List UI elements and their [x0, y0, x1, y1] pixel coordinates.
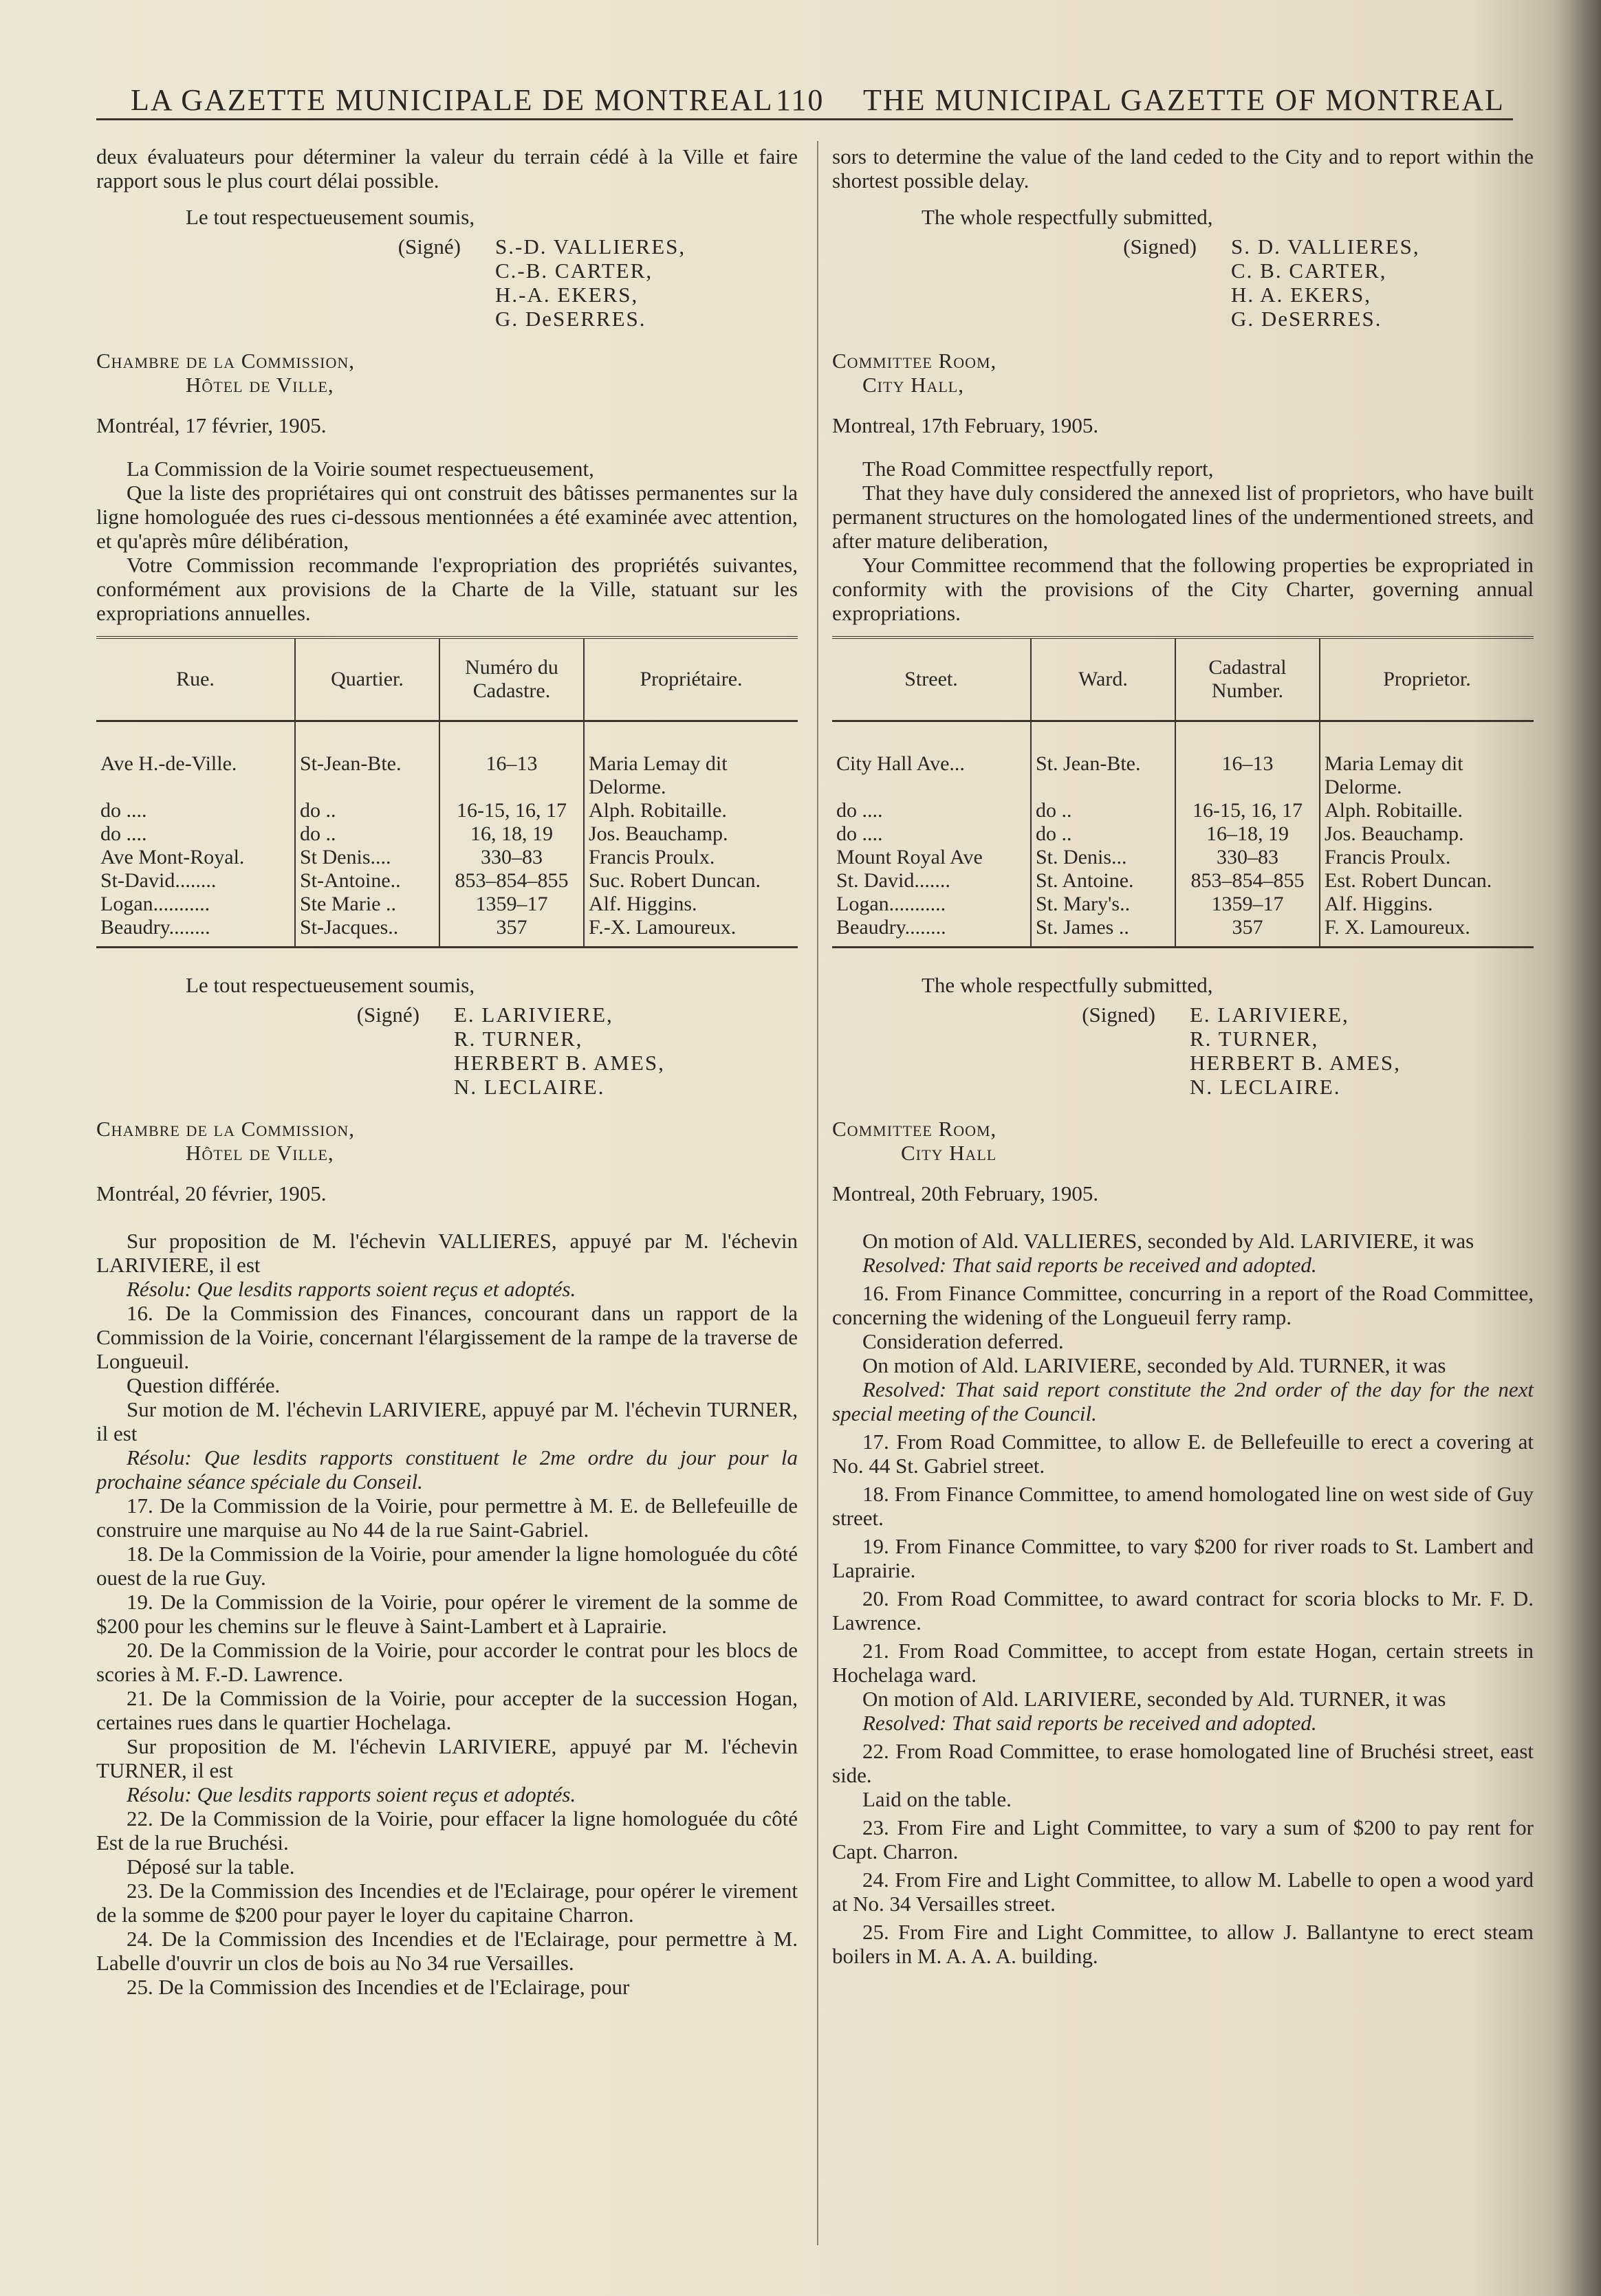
table-row — [96, 893, 798, 916]
table-row — [832, 893, 1534, 916]
signed-label: (Signé) — [356, 1003, 420, 1027]
report-paragraph: That they have duly considered the annexed list of proprietors, who have built permanent structures on the homologated lines of the undermentioned streets, and after mature deliberation, — [832, 481, 1534, 553]
expropriation-table — [96, 636, 798, 948]
table-cell: Francis Proulx. — [589, 846, 715, 868]
table-row — [96, 846, 798, 869]
table-row — [96, 869, 798, 893]
minutes-item: 23. De la Commission des Incendies et de l'Eclairage, pour opérer le virement de la somme de $200 pour payer le loyer du capitaine Charron. — [96, 1879, 798, 1927]
minutes-item: 22. De la Commission de la Voirie, pour effacer la ligne homologuée du côté Est de la rue Bruchési. — [96, 1806, 798, 1855]
dateline: Montréal, 17 février, 1905. — [96, 413, 327, 437]
table-cell: 853–854–855 — [439, 869, 584, 893]
closing-line: The whole respectfully submitted, — [922, 205, 1213, 229]
signer-list — [1190, 1003, 1401, 1099]
table-row — [832, 799, 1534, 822]
table-cell: do .. — [295, 822, 439, 846]
table-cell: 16, 18, 19 — [439, 822, 584, 846]
table-cell: Ave H.-de-Ville. — [96, 721, 295, 800]
page-number: 110 — [776, 83, 825, 117]
minutes-item: 18. From Finance Committee, to amend homologated line on west side of Guy street. — [832, 1482, 1534, 1530]
closing-line: Le tout respectueusement soumis, — [186, 973, 475, 997]
table-cell: Alph. Robitaille. — [1325, 799, 1463, 822]
signer-name: E. LARIVIERE, — [1190, 1003, 1349, 1027]
french-column — [96, 144, 798, 1999]
table-cell: do .. — [1031, 799, 1175, 822]
signature-block — [832, 234, 1534, 331]
table-row — [832, 721, 1534, 800]
signer-name: N. LECLAIRE. — [1190, 1075, 1341, 1099]
minutes-item: Sur proposition de M. l'échevin VALLIERES, appuyé par M. l'échevin LARIVIERE, il est — [96, 1229, 798, 1277]
signer-name: S.-D. VALLIERES, — [495, 234, 686, 259]
expropriation-table — [832, 636, 1534, 948]
table-cell: 16–13 — [1175, 721, 1320, 800]
resolution: Resolved: That said report constitute the 2nd order of the day for the next special meeting of the Council. — [832, 1377, 1534, 1425]
column-header: Rue. — [96, 637, 295, 721]
resolution: Résolu: Que lesdits rapports constituent le 2me ordre du jour pour la prochaine séance spéciale du Conseil. — [96, 1445, 798, 1494]
table-cell: Maria Lemay dit Delorme. — [589, 752, 728, 798]
resolution: Résolu: Que lesdits rapports soient reçus et adoptés. — [127, 1782, 576, 1806]
place-line: Committee Room, — [832, 1117, 997, 1141]
minutes-item: 17. From Road Committee, to allow E. de Bellefeuille to erect a covering at No. 44 St. Gabriel street. — [832, 1430, 1534, 1478]
signer-name: R. TURNER, — [454, 1027, 583, 1051]
table-cell: Maria Lemay dit Delorme. — [1325, 752, 1463, 798]
report-paragraph: Your Committee recommend that the following properties be expropriated in conformity with the provisions of the City Charter, governing annual expropriations. — [832, 553, 1534, 625]
table-cell: St. Denis... — [1031, 846, 1175, 869]
table-row — [96, 916, 798, 948]
resolution: Résolu: Que lesdits rapports soient reçus et adoptés. — [127, 1277, 576, 1301]
signed-label: (Signed) — [1123, 234, 1197, 259]
place-line: City Hall, — [862, 373, 964, 397]
column-header: Cadastral Number. — [1175, 637, 1320, 721]
table-cell: St-Jean-Bte. — [295, 721, 439, 800]
table-cell: 357 — [1175, 916, 1320, 948]
minutes-item: Sur proposition de M. l'échevin LARIVIERE, appuyé par M. l'échevin TURNER, il est — [96, 1734, 798, 1782]
table-cell: do .. — [295, 799, 439, 822]
table-cell: do .... — [832, 822, 1031, 846]
column-header: Propriétaire. — [584, 637, 798, 721]
report-paragraph: Votre Commission recommande l'expropriation des propriétés suivantes, conformément aux provisions de la Charte de la Ville, statuant sur les expropriations annuelles. — [96, 553, 798, 625]
table-cell: Beaudry........ — [832, 916, 1031, 948]
column-header: Quartier. — [295, 637, 439, 721]
minutes-item: 24. De la Commission des Incendies et de l'Eclairage, pour permettre à M. Labelle d'ouvrir un clos de bois au No 34 rue Versailles. — [96, 1927, 798, 1975]
signer-name: H.-A. EKERS, — [495, 283, 639, 307]
table-cell: 16-15, 16, 17 — [439, 799, 584, 822]
signer-name: H. A. EKERS, — [1231, 283, 1371, 307]
table-row — [832, 822, 1534, 846]
signer-list — [495, 234, 686, 331]
signer-name: C. B. CARTER, — [1231, 259, 1387, 283]
report-opening: La Commission de la Voirie soumet respectueusement, — [127, 457, 594, 481]
minutes-item: 23. From Fire and Light Committee, to vary a sum of $200 to pay rent for Capt. Charron. — [832, 1815, 1534, 1863]
table-cell: Logan........... — [96, 893, 295, 916]
column-header: Ward. — [1031, 637, 1175, 721]
table-cell: Suc. Robert Duncan. — [589, 869, 761, 892]
table-header-row — [96, 637, 798, 721]
table-cell: Jos. Beauchamp. — [1325, 822, 1464, 845]
table-cell: do .... — [832, 799, 1031, 822]
table-cell: Francis Proulx. — [1325, 846, 1451, 868]
table-row — [832, 846, 1534, 869]
table-row — [96, 799, 798, 822]
dateline: Montreal, 17th February, 1905. — [832, 413, 1099, 437]
table-cell: Alf. Higgins. — [1325, 893, 1433, 915]
closing-line: Le tout respectueusement soumis, — [186, 205, 475, 229]
signature-block — [832, 1003, 1534, 1099]
table-cell: Alf. Higgins. — [589, 893, 697, 915]
signer-list — [1231, 234, 1420, 331]
place-line: Chambre de la Commission, — [96, 1117, 356, 1141]
table-cell: St. David....... — [832, 869, 1031, 893]
table-cell: St. James .. — [1031, 916, 1175, 948]
table-cell: 853–854–855 — [1175, 869, 1320, 893]
signer-name: HERBERT B. AMES, — [454, 1051, 665, 1075]
signer-name: HERBERT B. AMES, — [1190, 1051, 1401, 1075]
english-column — [832, 144, 1534, 1968]
place-line: Committee Room, — [832, 349, 997, 373]
place-block — [832, 1117, 1534, 1165]
minutes-item: Laid on the table. — [862, 1787, 1012, 1811]
column-header: Numéro du Cadastre. — [439, 637, 584, 721]
minutes-item: On motion of Ald. LARIVIERE, seconded by Ald. TURNER, it was — [862, 1353, 1446, 1377]
minutes-item: 18. De la Commission de la Voirie, pour amender la ligne homologuée du côté ouest de la rue Guy. — [96, 1542, 798, 1590]
table-cell: Jos. Beauchamp. — [589, 822, 728, 845]
column-header: Proprietor. — [1320, 637, 1534, 721]
minutes-item: 16. From Finance Committee, concurring in a report of the Road Committee, concerning the widening of the Longueuil ferry ramp. — [832, 1281, 1534, 1329]
header-title-french: LA GAZETTE MUNICIPALE DE MONTREAL — [131, 83, 774, 117]
table-row — [832, 916, 1534, 948]
place-line: City Hall — [901, 1141, 997, 1165]
minutes-item: 20. From Road Committee, to award contract for scoria blocks to Mr. F. D. Lawrence. — [832, 1586, 1534, 1634]
signer-name: G. DeSERRES. — [495, 307, 646, 331]
minutes-item: Sur motion de M. l'échevin LARIVIERE, appuyé par M. l'échevin TURNER, il est — [96, 1397, 798, 1445]
table-cell: St-Antoine.. — [295, 869, 439, 893]
report-paragraph: Que la liste des propriétaires qui ont construit des bâtisses permanentes sur la ligne homologuée des rues ci-dessous mentionnées a été examinée avec attention, et qu'après mûre délibération, — [96, 481, 798, 553]
table-cell: 357 — [439, 916, 584, 948]
table-row — [832, 869, 1534, 893]
table-header-row — [832, 637, 1534, 721]
table-cell: St-Jacques.. — [295, 916, 439, 948]
dateline: Montréal, 20 février, 1905. — [96, 1181, 327, 1205]
minutes-item: 17. De la Commission de la Voirie, pour permettre à M. E. de Bellefeuille de construire une marquise au No 44 de la rue Saint-Gabriel. — [96, 1494, 798, 1542]
table-cell: Ste Marie .. — [295, 893, 439, 916]
table-cell: Mount Royal Ave — [832, 846, 1031, 869]
table-cell: Beaudry........ — [96, 916, 295, 948]
table-cell: Ave Mont-Royal. — [96, 846, 295, 869]
signer-name: E. LARIVIERE, — [454, 1003, 613, 1027]
table-cell: St. Antoine. — [1031, 869, 1175, 893]
table-cell: St. Mary's.. — [1031, 893, 1175, 916]
resolution: Resolved: That said reports be received and adopted. — [862, 1253, 1317, 1277]
minutes-item: 19. De la Commission de la Voirie, pour opérer le virement de la somme de $200 pour les chemins sur le fleuve à Saint-Lambert et à Laprairie. — [96, 1590, 798, 1638]
intro-paragraph: sors to determine the value of the land ceded to the City and to report within the shortest possible delay. — [832, 144, 1534, 193]
table-cell: Logan........... — [832, 893, 1031, 916]
table-cell: 1359–17 — [1175, 893, 1320, 916]
table-cell: Alph. Robitaille. — [589, 799, 727, 822]
minutes-item: Déposé sur la table. — [127, 1855, 295, 1879]
place-line: Chambre de la Commission, — [96, 349, 356, 373]
minutes-item: 19. From Finance Committee, to vary $200 for river roads to St. Lambert and Laprairie. — [832, 1534, 1534, 1582]
place-block — [832, 349, 1534, 397]
table-cell: 16–13 — [439, 721, 584, 800]
minutes-item: On motion of Ald. LARIVIERE, seconded by Ald. TURNER, it was — [862, 1687, 1446, 1711]
table-cell: F. X. Lamoureux. — [1320, 916, 1534, 948]
table-cell: do .... — [96, 799, 295, 822]
minutes-item: 25. De la Commission des Incendies et de l'Eclairage, pour — [127, 1975, 630, 1999]
table-cell: 16-15, 16, 17 — [1175, 799, 1320, 822]
signer-list — [454, 1003, 665, 1099]
signed-label: (Signed) — [1082, 1003, 1155, 1027]
table-cell: St. Jean-Bte. — [1031, 721, 1175, 800]
column-divider — [817, 141, 818, 2245]
minutes-item: 25. From Fire and Light Committee, to allow J. Ballantyne to erect steam boilers in M. A. A. A. building. — [832, 1920, 1534, 1968]
table-cell: 330–83 — [1175, 846, 1320, 869]
table-cell: City Hall Ave... — [832, 721, 1031, 800]
header-rule — [96, 118, 1513, 120]
signer-name: R. TURNER, — [1190, 1027, 1319, 1051]
place-block — [96, 1117, 798, 1165]
minutes-item: Consideration deferred. — [862, 1329, 1064, 1353]
table-cell: 1359–17 — [439, 893, 584, 916]
place-line: Hôtel de Ville, — [186, 373, 334, 397]
table-cell: do .. — [1031, 822, 1175, 846]
minutes-item: 16. De la Commission des Finances, concourant dans un rapport de la Commission de la Voirie, concernant l'élargissement de la rampe de la traverse de Longueuil. — [96, 1301, 798, 1373]
minutes-item: 22. From Road Committee, to erase homologated line of Bruchési street, east side. — [832, 1739, 1534, 1787]
table-row — [96, 721, 798, 800]
signer-name: C.-B. CARTER, — [495, 259, 653, 283]
table-row — [96, 822, 798, 846]
table-cell: do .... — [96, 822, 295, 846]
minutes-item: 21. From Road Committee, to accept from estate Hogan, certain streets in Hochelaga ward. — [832, 1639, 1534, 1687]
place-line: Hôtel de Ville, — [186, 1141, 334, 1165]
place-block — [96, 349, 798, 397]
intro-paragraph: deux évaluateurs pour déterminer la valeur du terrain cédé à la Ville et faire rapport sous le plus court délai possible. — [96, 144, 798, 193]
signature-block — [96, 1003, 798, 1099]
closing-line: The whole respectfully submitted, — [922, 973, 1213, 997]
signed-label: (Signé) — [397, 234, 461, 259]
dateline: Montreal, 20th February, 1905. — [832, 1181, 1099, 1205]
table-cell: 330–83 — [439, 846, 584, 869]
minutes-item: 21. De la Commission de la Voirie, pour accepter de la succession Hogan, certaines rues dans le quartier Hochelaga. — [96, 1686, 798, 1734]
minutes-item: 20. De la Commission de la Voirie, pour accorder le contrat pour les blocs de scories à M. F.-D. Lawrence. — [96, 1638, 798, 1686]
table-cell: Est. Robert Duncan. — [1325, 869, 1492, 892]
page-header — [96, 76, 1513, 124]
column-header: Street. — [832, 637, 1031, 721]
table-cell: St Denis.... — [295, 846, 439, 869]
table-cell: St-David........ — [96, 869, 295, 893]
table-cell: F.-X. Lamoureux. — [584, 916, 798, 948]
minutes-item: On motion of Ald. VALLIERES, seconded by Ald. LARIVIERE, it was — [862, 1229, 1474, 1253]
signer-name: G. DeSERRES. — [1231, 307, 1382, 331]
signer-name: S. D. VALLIERES, — [1231, 234, 1420, 259]
report-opening: The Road Committee respectfully report, — [862, 457, 1214, 481]
minutes-item: Question différée. — [127, 1373, 281, 1397]
header-title-english: THE MUNICIPAL GAZETTE OF MONTREAL — [863, 83, 1505, 117]
binding-edge-shadow — [1553, 0, 1601, 2296]
minutes-item: 24. From Fire and Light Committee, to allow M. Labelle to open a wood yard at No. 34 Versailles street. — [832, 1868, 1534, 1916]
signature-block — [96, 234, 798, 331]
resolution: Resolved: That said reports be received and adopted. — [862, 1711, 1317, 1735]
table-cell: 16–18, 19 — [1175, 822, 1320, 846]
signer-name: N. LECLAIRE. — [454, 1075, 605, 1099]
